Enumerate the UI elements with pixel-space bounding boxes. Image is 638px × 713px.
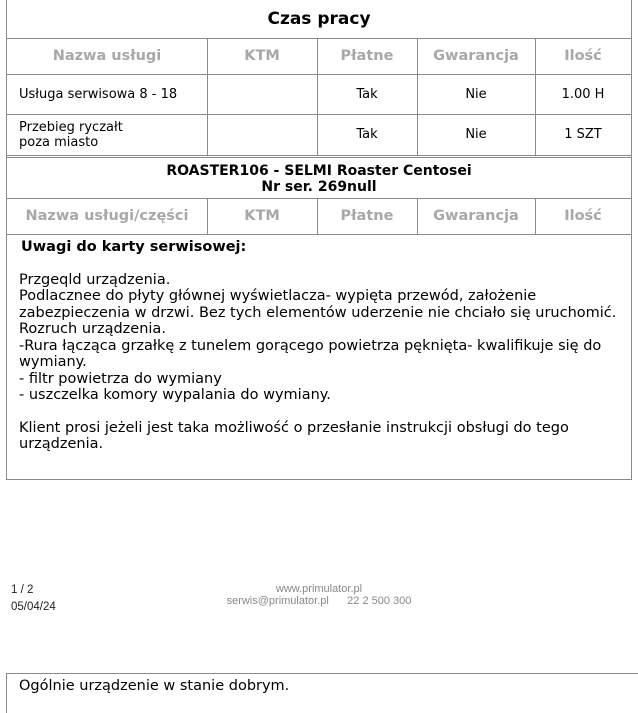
next-page-frame [6, 673, 638, 713]
service-ktm [207, 74, 317, 114]
print-date: 05/04/24 [11, 601, 56, 613]
footer-phone: 22 2 500 300 [347, 595, 412, 607]
service-name-line: poza miasto [19, 134, 99, 150]
notes-line: - filtr powietrza do wymiany [19, 370, 222, 387]
service-paid: Tak [356, 86, 378, 102]
next-page-text: Ogólnie urządzenie w stanie dobrym. [19, 678, 290, 694]
notes-line: - uszczelka komory wypalania do wymiany. [19, 387, 331, 403]
service-name-line: Przebieg ryczałt [19, 119, 123, 135]
section-title: Czas pracy [267, 9, 371, 29]
notes-heading: Uwagi do karty serwisowej: [21, 239, 247, 255]
service-ktm [207, 114, 317, 155]
col-header-name: Nazwa usługi/części [25, 207, 189, 224]
notes-line: Rozruch urządzenia. [19, 321, 166, 337]
page-number: 1 / 2 [11, 584, 34, 596]
parts-table-header [7, 198, 631, 234]
footer-email: serwis@primulator.pl [226, 595, 329, 607]
table-row [7, 114, 631, 155]
service-paid: Tak [356, 127, 378, 142]
service-name [7, 114, 207, 155]
col-header-ktm: KTM [244, 47, 280, 64]
service-warranty: Nie [465, 127, 487, 142]
device-serial: Nr ser. 269null [261, 179, 377, 195]
notes-line: zabezpieczenia w drzwi. Bez tych elementów uderzenie nie chciało się uruchomić. [19, 304, 617, 321]
service-qty: 1.00 H [561, 86, 605, 102]
table-row [7, 74, 631, 114]
col-header-paid: Płatne [340, 207, 394, 224]
notes-line: -Rura łącząca grzałkę z tunelem gorącego powietrza pęknięta- kwalifikuje się do [19, 337, 602, 354]
col-header-ktm: KTM [244, 207, 280, 224]
notes-line: Podlacznee do płyty głównej wyświetlacza- wypięta przewód, założenie [19, 288, 537, 304]
notes-line: urządzenia. [19, 436, 104, 452]
device-model: ROASTER106 - SELMI Roaster Centosei [166, 163, 472, 179]
col-header-warranty: Gwarancja [433, 47, 519, 64]
notes-line: Przgeqld urządzenia. [19, 271, 171, 288]
service-card-frame [6, 0, 632, 480]
services-table-header [7, 38, 631, 74]
footer-website: www.primulator.pl [275, 583, 363, 595]
col-header-warranty: Gwarancja [433, 207, 519, 224]
footer-contact [0, 595, 638, 608]
service-warranty: Nie [465, 86, 487, 102]
notes-line: wymiany. [19, 354, 87, 370]
col-header-name: Nazwa usługi [52, 47, 162, 64]
service-qty: 1 SZT [564, 127, 602, 142]
col-header-qty: Ilość [564, 47, 602, 64]
service-notes [19, 239, 619, 453]
col-header-paid: Płatne [340, 47, 394, 64]
service-name: Usługa serwisowa 8 - 18 [19, 86, 178, 102]
notes-line: Klient prosi jeżeli jest taka możliwość o przesłanie instrukcji obsługi do tego [19, 419, 569, 436]
col-header-qty: Ilość [564, 207, 602, 224]
